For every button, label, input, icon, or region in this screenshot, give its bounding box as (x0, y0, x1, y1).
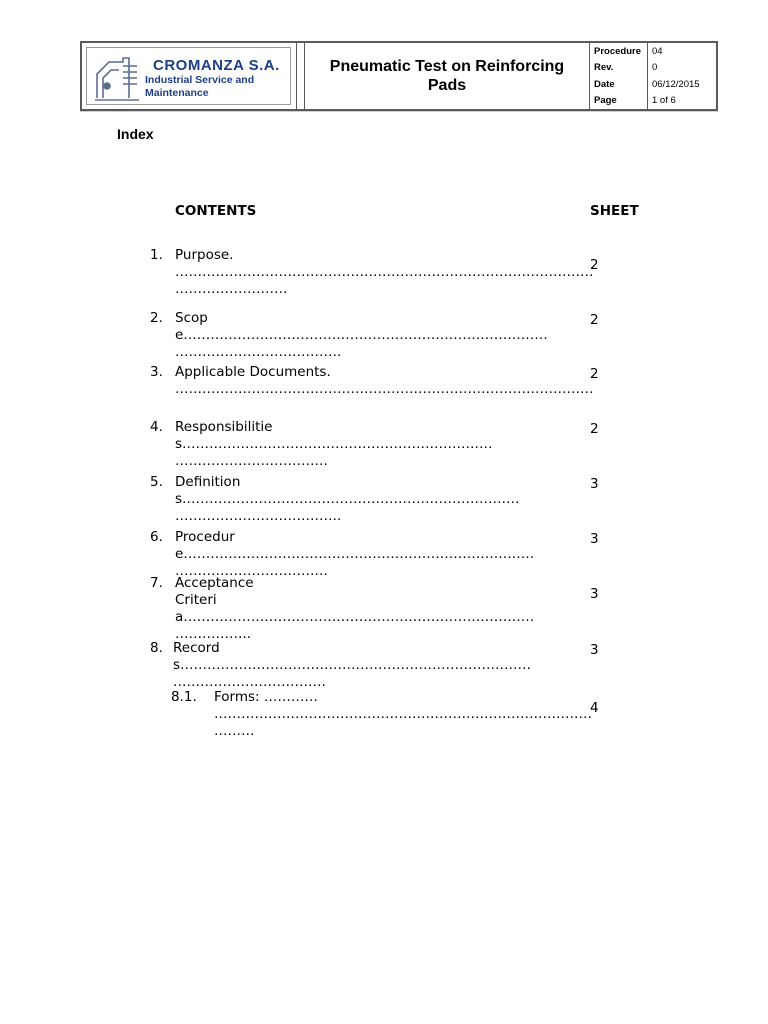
meta-value: 06/12/2015 (652, 78, 700, 90)
meta-row-revision (590, 60, 716, 77)
toc-entry-sheet: 2 (590, 312, 599, 328)
toc-entry-number: 1. (150, 247, 163, 263)
contents-column-heading: CONTENTS (175, 203, 257, 219)
meta-value: 0 (652, 62, 658, 74)
meta-label: Date (590, 76, 648, 93)
toc-entry-sheet: 2 (590, 421, 599, 437)
company-logo (86, 47, 291, 105)
meta-label: Page (590, 93, 648, 110)
toc-entry-number: 4. (150, 419, 163, 435)
toc-entry-number: 6. (150, 529, 163, 545)
toc-entry-text: Scope……………………………………………………………………… ………………………………. (175, 310, 548, 360)
company-subtitle: Industrial Service and Maintenance (145, 74, 255, 99)
factory-icon (93, 54, 141, 102)
toc-entry-text: Responsibilities…………………………………………………………… ……………………………. (175, 419, 493, 469)
company-name: CROMANZA S.A. (153, 57, 280, 74)
toc-entry-sheet: 3 (590, 531, 599, 547)
meta-row-procedure (590, 43, 716, 60)
toc-entry-sheet: 3 (590, 642, 599, 658)
toc-entry-number: 2. (150, 310, 163, 326)
meta-value: 04 (652, 45, 663, 57)
document-title: Pneumatic Test on Reinforcing Pads (305, 43, 590, 109)
sheet-column-heading: SHEET (590, 203, 639, 219)
toc-entry-number: 8.1. (171, 689, 197, 705)
toc-entry-number: 8. (150, 640, 163, 656)
toc-entry-sheet: 2 (590, 257, 599, 273)
header-rule (80, 111, 718, 112)
meta-label: Rev. (590, 60, 648, 77)
toc-entry-sheet: 3 (590, 476, 599, 492)
toc-entry-number: 7. (150, 575, 163, 591)
toc-entry-text: Acceptance Criteria…………………………………………………………………… …………….. (175, 575, 535, 642)
header-spacer (297, 43, 305, 109)
toc-entry-text: Procedure…………………………………………………………………… ……………………………. (175, 529, 535, 579)
toc-entry-sheet: 2 (590, 366, 599, 382)
toc-entry-number: 3. (150, 364, 163, 380)
meta-label: Procedure (590, 43, 648, 60)
document-meta-table (590, 43, 716, 109)
toc-entry-text: Records…………………………………………………………………… ……………………………. (173, 640, 532, 690)
toc-entry-text: Definitions………………………………………………………………… ………………………………. (175, 474, 520, 524)
document-header (80, 41, 718, 111)
toc-entry-text: Applicable Documents. ………………………………………………………………………………… (175, 364, 594, 397)
toc-entry-sheet: 3 (590, 586, 599, 602)
toc-entry-number: 5. (150, 474, 163, 490)
company-logo-cell (82, 43, 297, 109)
toc-entry-text: Purpose. ………………………………………………………………………………… ……………………. (175, 247, 594, 297)
meta-value: 1 of 6 (652, 95, 676, 107)
meta-row-page (590, 93, 716, 110)
index-heading: Index (117, 126, 154, 142)
toc-entry-text: Forms: ………… ………………………………………………………………………… ……… (214, 689, 592, 739)
toc-entry-sheet: 4 (590, 700, 599, 716)
meta-row-date (590, 76, 716, 93)
